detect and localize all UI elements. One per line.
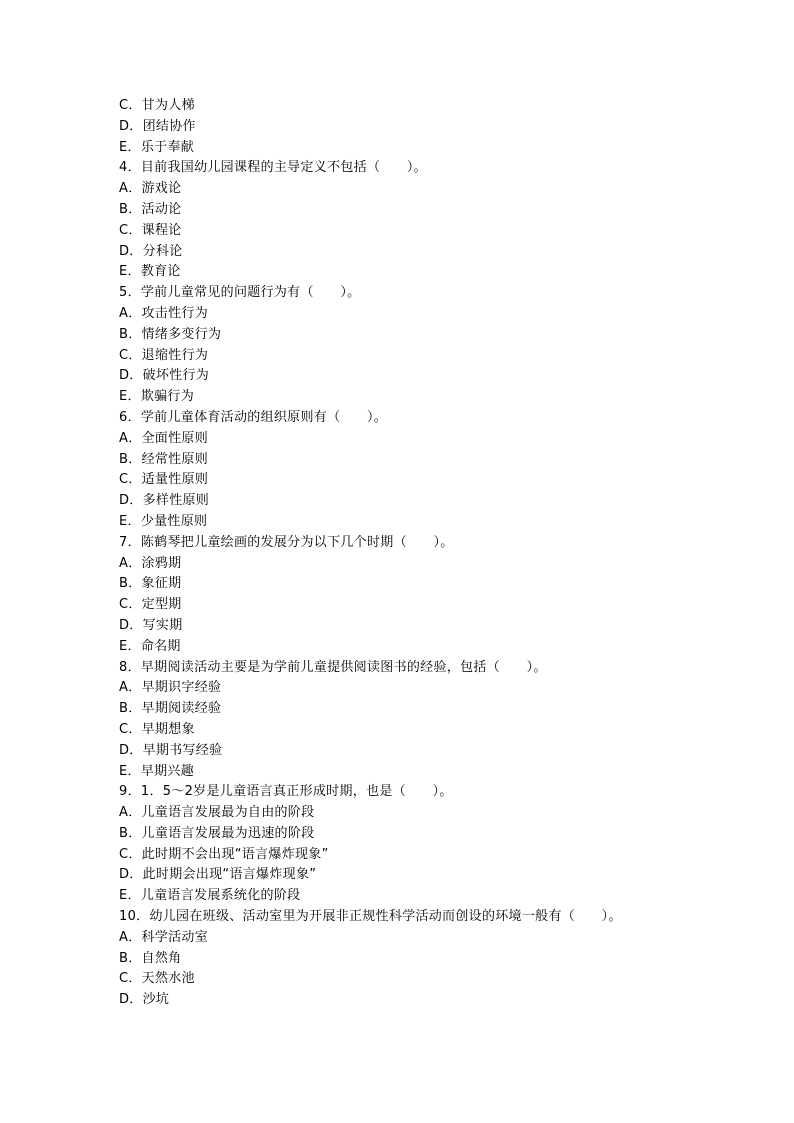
- option-line: A．全面性原则: [119, 430, 208, 446]
- option-line: D．分科论: [119, 243, 183, 259]
- option-line: E．少量性原则: [119, 513, 208, 529]
- option-line: D．多样性原则: [119, 493, 210, 509]
- option-line: B．自然角: [119, 950, 182, 966]
- option-line: C．甘为人梯: [119, 98, 195, 113]
- option-line: B．象征期: [119, 576, 182, 592]
- document-body: [119, 96, 719, 1011]
- option-line: C．天然水池: [119, 971, 195, 987]
- option-line: E．乐于奉献: [119, 139, 195, 155]
- option-line: E．教育论: [119, 264, 181, 280]
- option-line: C．课程论: [119, 222, 182, 238]
- option-line: D．早期书写经验: [119, 742, 223, 758]
- question-line: 7．陈鹤琴把儿童绘画的发展分为以下几个时期（ ）。: [119, 534, 454, 550]
- option-line: B．儿童语言发展最为迅速的阶段: [119, 825, 315, 841]
- question-line: 9．1．5～2岁是儿童语言真正形成时期，也是（ ）。: [119, 784, 453, 800]
- question-line: 10．幼儿园在班级、活动室里为开展非正规性科学活动而创设的环境一般有（ ）。: [119, 909, 622, 925]
- option-line: E．命名期: [119, 638, 181, 654]
- question-line: 8．早期阅读活动主要是为学前儿童提供阅读图书的经验，包括（ ）。: [119, 659, 547, 675]
- option-line: B．情绪多变行为: [119, 326, 222, 342]
- option-line: D．团结协作: [119, 118, 196, 134]
- option-line: B．早期阅读经验: [119, 701, 222, 717]
- option-line: A．早期识字经验: [119, 680, 222, 696]
- option-line: D．此时期会出现“语言爆炸现象”: [119, 867, 317, 883]
- option-line: C．适量性原则: [119, 472, 209, 488]
- option-line: A．涂鸦期: [119, 555, 182, 571]
- option-line: B．活动论: [119, 201, 182, 217]
- option-line: A．儿童语言发展最为自由的阶段: [119, 805, 315, 821]
- option-line: C．退缩性行为: [119, 347, 209, 363]
- option-line: E．早期兴趣: [119, 763, 195, 779]
- option-line: D．破坏性行为: [119, 368, 210, 384]
- option-line: D．沙坑: [119, 992, 170, 1008]
- option-line: E．欺骗行为: [119, 389, 195, 405]
- option-line: C．此时期不会出现“语言爆炸现象”: [119, 846, 329, 862]
- option-line: C．定型期: [119, 597, 182, 613]
- option-line: C．早期想象: [119, 721, 195, 737]
- option-line: A．游戏论: [119, 181, 182, 197]
- option-line: D．写实期: [119, 617, 183, 633]
- option-line: B．经常性原则: [119, 451, 209, 467]
- option-line: E．儿童语言发展系统化的阶段: [119, 888, 301, 904]
- option-line: A．科学活动室: [119, 929, 208, 945]
- question-line: 4．目前我国幼儿园课程的主导定义不包括（ ）。: [119, 160, 427, 176]
- question-line: 5．学前儿童常见的问题行为有（ ）。: [119, 285, 361, 301]
- question-line: 6．学前儿童体育活动的组织原则有（ ）。: [119, 409, 388, 425]
- option-line: A．攻击性行为: [119, 305, 208, 321]
